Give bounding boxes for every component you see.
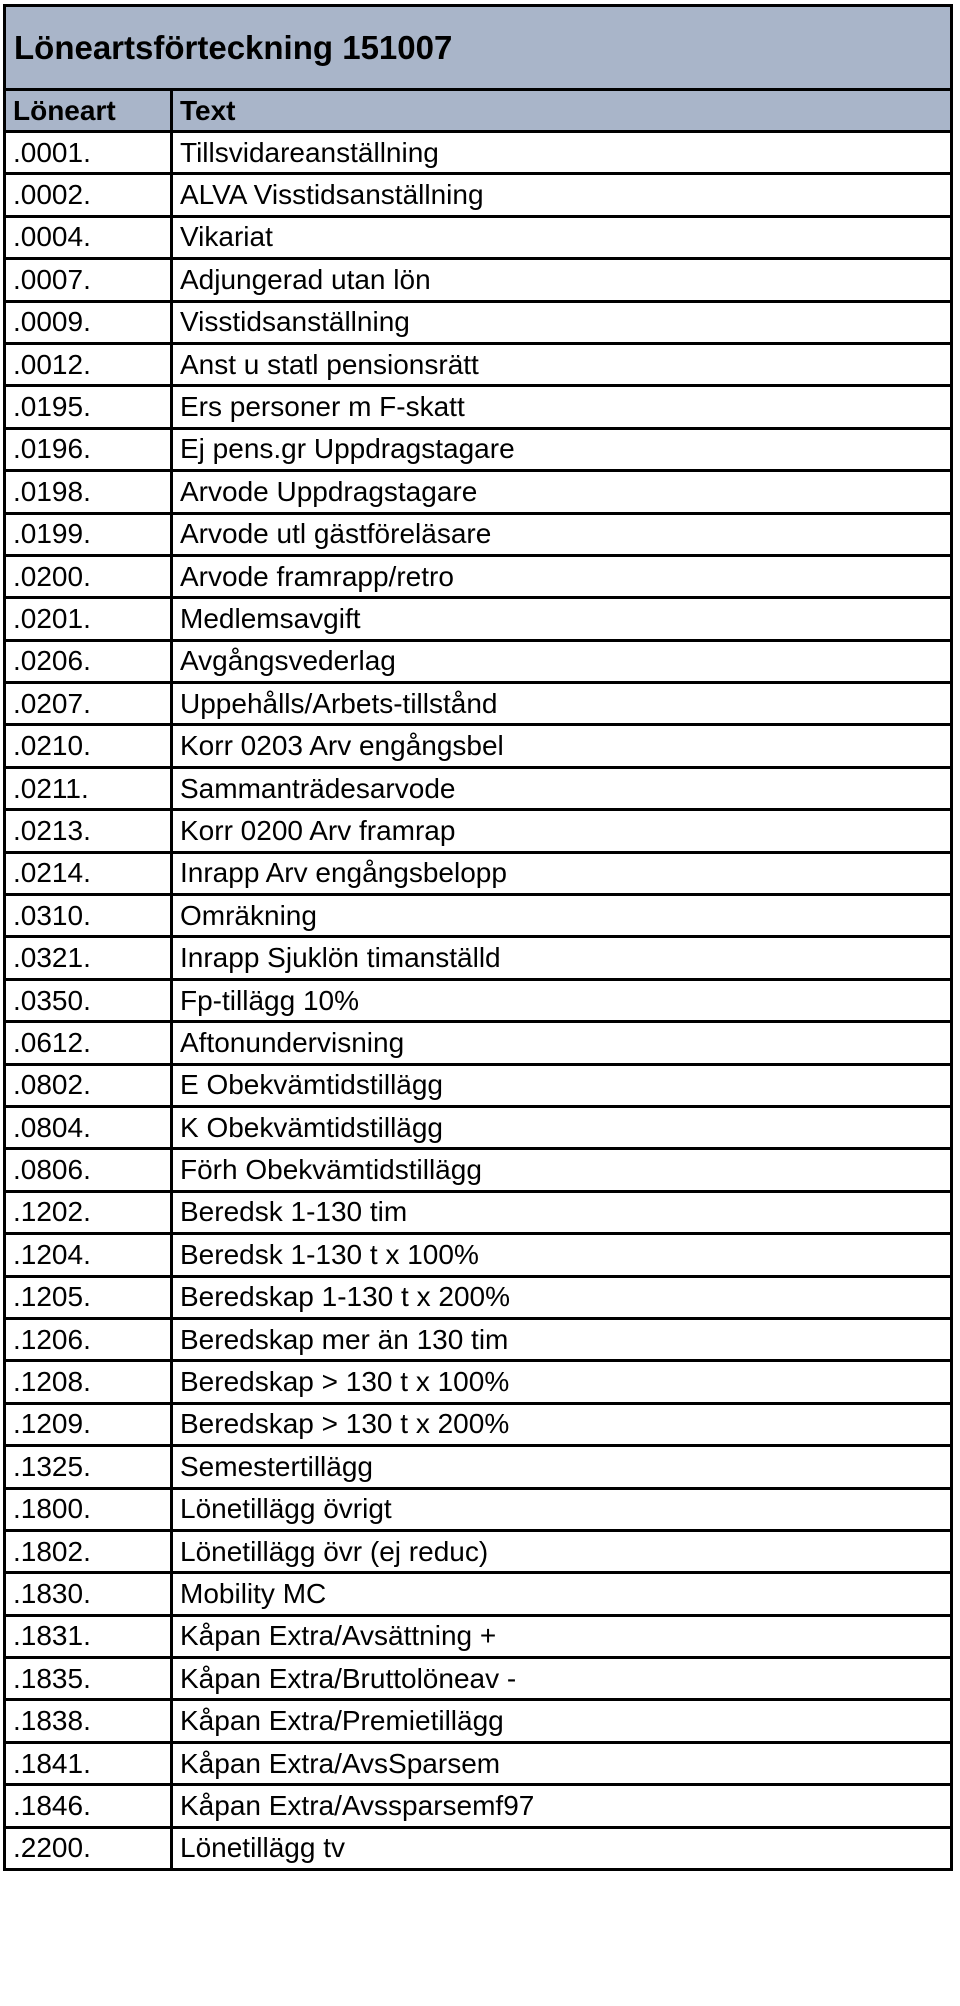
wage-type-text: Kåpan Extra/Bruttolöneav - (172, 1658, 952, 1700)
wage-type-text: Beredsk 1-130 t x 100% (172, 1234, 952, 1276)
table-row (5, 1022, 952, 1064)
wage-type-code: .1841. (5, 1742, 172, 1784)
wage-type-code: .0211. (5, 767, 172, 809)
wage-type-text: Sammanträdesarvode (172, 767, 952, 809)
wage-type-code: .0804. (5, 1106, 172, 1148)
wage-type-text: Visstidsanställning (172, 301, 952, 343)
table-body (5, 6, 952, 1870)
wage-type-text: Beredsk 1-130 tim (172, 1191, 952, 1233)
table-row (5, 1446, 952, 1488)
table-row (5, 1658, 952, 1700)
wage-type-text: Uppehålls/Arbets-tillstånd (172, 683, 952, 725)
wage-type-text: Ers personer m F-skatt (172, 386, 952, 428)
wage-type-text: Beredskap mer än 130 tim (172, 1318, 952, 1360)
table-row (5, 1361, 952, 1403)
table-row (5, 1234, 952, 1276)
wage-type-text: Fp-tillägg 10% (172, 979, 952, 1021)
wage-type-code: .0612. (5, 1022, 172, 1064)
wage-type-code: .0214. (5, 852, 172, 894)
wage-type-code: .0206. (5, 640, 172, 682)
table-row (5, 386, 952, 428)
wage-type-code: .1209. (5, 1403, 172, 1445)
wage-type-code: .1835. (5, 1658, 172, 1700)
table-row (5, 640, 952, 682)
wage-type-code: .0213. (5, 810, 172, 852)
wage-type-code: .1838. (5, 1700, 172, 1742)
table-row (5, 1149, 952, 1191)
wage-type-text: Ej pens.gr Uppdragstagare (172, 428, 952, 470)
wage-type-code: .0199. (5, 513, 172, 555)
table-row (5, 1785, 952, 1827)
wage-type-code: .0004. (5, 216, 172, 258)
table-row (5, 1530, 952, 1572)
wage-type-text: Semestertillägg (172, 1446, 952, 1488)
wage-type-table (3, 4, 953, 1871)
wage-type-text: Inrapp Sjuklön timanställd (172, 937, 952, 979)
wage-type-code: .0200. (5, 555, 172, 597)
header-row (5, 90, 952, 132)
table-row (5, 1615, 952, 1657)
wage-type-text: Medlemsavgift (172, 598, 952, 640)
wage-type-code: .2200. (5, 1827, 172, 1869)
wage-type-text: Kåpan Extra/Premietillägg (172, 1700, 952, 1742)
wage-type-code: .1204. (5, 1234, 172, 1276)
wage-type-text: Korr 0203 Arv engångsbel (172, 725, 952, 767)
wage-type-code: .0002. (5, 174, 172, 216)
wage-type-text: Vikariat (172, 216, 952, 258)
wage-type-code: .0806. (5, 1149, 172, 1191)
wage-type-code: .0210. (5, 725, 172, 767)
table-row (5, 1106, 952, 1148)
wage-type-text: E Obekvämtidstillägg (172, 1064, 952, 1106)
wage-type-code: .1830. (5, 1573, 172, 1615)
table-row (5, 174, 952, 216)
wage-type-text: Beredskap > 130 t x 200% (172, 1403, 952, 1445)
table-row (5, 1827, 952, 1869)
table-row (5, 513, 952, 555)
wage-type-text: Förh Obekvämtidstillägg (172, 1149, 952, 1191)
wage-type-code: .0001. (5, 132, 172, 174)
table-row (5, 1191, 952, 1233)
wage-type-text: Kåpan Extra/Avsättning + (172, 1615, 952, 1657)
wage-type-text: Arvode utl gästföreläsare (172, 513, 952, 555)
wage-type-text: Anst u statl pensionsrätt (172, 343, 952, 385)
wage-type-code: .0012. (5, 343, 172, 385)
wage-type-text: Omräkning (172, 895, 952, 937)
wage-type-code: .0321. (5, 937, 172, 979)
table-row (5, 132, 952, 174)
wage-type-text: Inrapp Arv engångsbelopp (172, 852, 952, 894)
wage-type-code: .1208. (5, 1361, 172, 1403)
wage-type-code: .1206. (5, 1318, 172, 1360)
wage-type-code: .1800. (5, 1488, 172, 1530)
wage-type-text: Tillsvidareanställning (172, 132, 952, 174)
wage-type-text: Mobility MC (172, 1573, 952, 1615)
title-row (5, 6, 952, 90)
table-row (5, 216, 952, 258)
wage-type-code: .1802. (5, 1530, 172, 1572)
wage-type-text: K Obekvämtidstillägg (172, 1106, 952, 1148)
wage-type-text: Lönetillägg övrigt (172, 1488, 952, 1530)
wage-type-text: Korr 0200 Arv framrap (172, 810, 952, 852)
wage-type-code: .1202. (5, 1191, 172, 1233)
wage-type-text: Lönetillägg tv (172, 1827, 952, 1869)
wage-type-code: .1831. (5, 1615, 172, 1657)
table-row (5, 1742, 952, 1784)
table-row (5, 1276, 952, 1318)
table-row (5, 810, 952, 852)
table-row (5, 1064, 952, 1106)
wage-type-code: .1325. (5, 1446, 172, 1488)
table-row (5, 598, 952, 640)
wage-type-text: Beredskap 1-130 t x 200% (172, 1276, 952, 1318)
wage-type-text: Arvode framrapp/retro (172, 555, 952, 597)
wage-type-text: Beredskap > 130 t x 100% (172, 1361, 952, 1403)
table-row (5, 555, 952, 597)
wage-type-code: .0009. (5, 301, 172, 343)
table-row (5, 259, 952, 301)
wage-type-code: .0802. (5, 1064, 172, 1106)
table-row (5, 1488, 952, 1530)
wage-type-code: .0196. (5, 428, 172, 470)
sheet-title: Löneartsförteckning 151007 (5, 6, 952, 90)
table-row (5, 979, 952, 1021)
table-row (5, 937, 952, 979)
wage-type-code: .0207. (5, 683, 172, 725)
wage-type-text: Kåpan Extra/Avssparsemf97 (172, 1785, 952, 1827)
table-row (5, 1403, 952, 1445)
wage-type-text: Arvode Uppdragstagare (172, 471, 952, 513)
wage-type-text: Lönetillägg övr (ej reduc) (172, 1530, 952, 1572)
table-row (5, 895, 952, 937)
table-row (5, 683, 952, 725)
wage-type-text: Aftonundervisning (172, 1022, 952, 1064)
table-row (5, 1318, 952, 1360)
table-row (5, 725, 952, 767)
wage-type-code: .0007. (5, 259, 172, 301)
table-row (5, 852, 952, 894)
wage-type-text: Kåpan Extra/AvsSparsem (172, 1742, 952, 1784)
table-row (5, 301, 952, 343)
wage-type-text: ALVA Visstidsanställning (172, 174, 952, 216)
wage-type-code: .0310. (5, 895, 172, 937)
table-row (5, 428, 952, 470)
table-row (5, 343, 952, 385)
table-row (5, 767, 952, 809)
wage-type-code: .0195. (5, 386, 172, 428)
wage-type-text: Avgångsvederlag (172, 640, 952, 682)
table-row (5, 471, 952, 513)
table-row (5, 1700, 952, 1742)
column-header-loneart: Löneart (5, 90, 172, 132)
wage-type-code: .1846. (5, 1785, 172, 1827)
wage-type-code: .1205. (5, 1276, 172, 1318)
wage-type-code: .0198. (5, 471, 172, 513)
column-header-text: Text (172, 90, 952, 132)
wage-type-text: Adjungerad utan lön (172, 259, 952, 301)
wage-type-code: .0350. (5, 979, 172, 1021)
table-row (5, 1573, 952, 1615)
wage-type-code: .0201. (5, 598, 172, 640)
